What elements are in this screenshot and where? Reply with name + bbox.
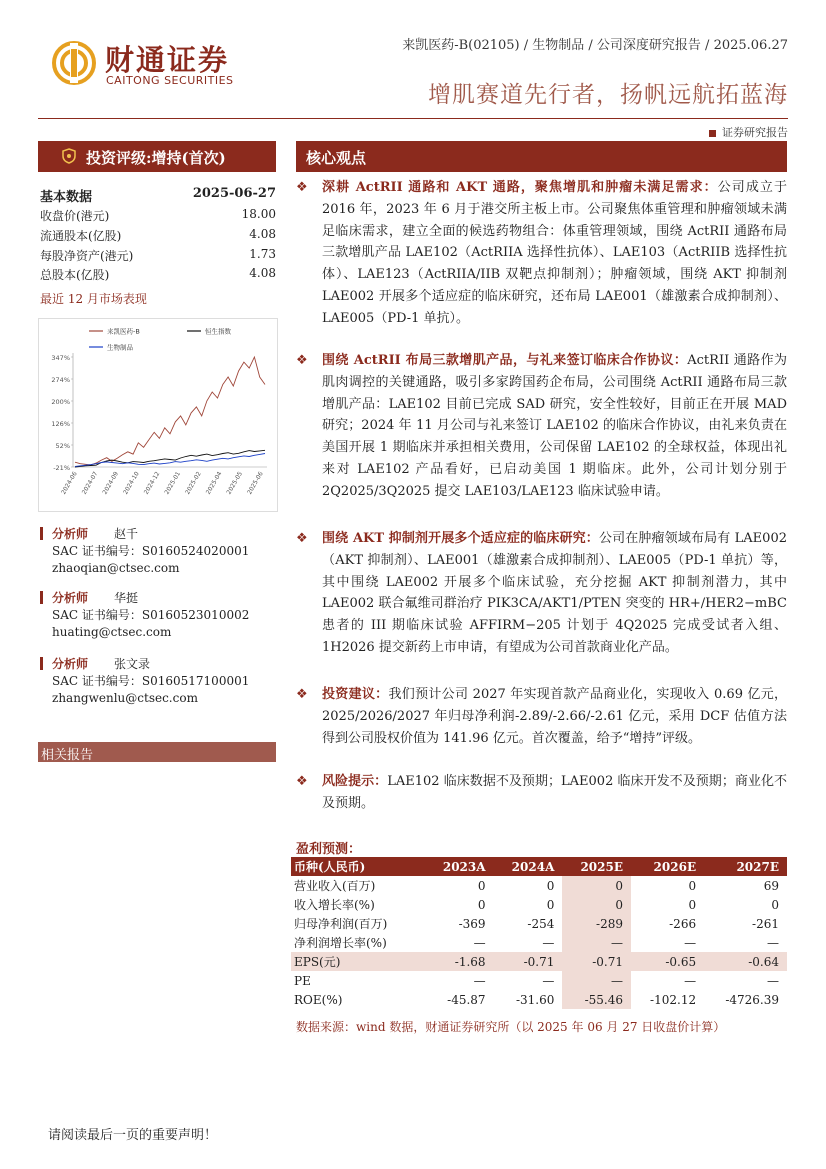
basic-data-key: 收盘价(港元) xyxy=(40,209,110,223)
table-cell: -369 xyxy=(458,916,486,931)
series-line xyxy=(75,357,265,465)
core-point-body: 公司在肿瘤领域布局有 LAE002（AKT 抑制剂）、LAE001（雄激素合成抑制剂）、LAE005（PD-1 单抗）等，其中围绕 LAE002 开展多个临床试验，充分挖掘 AKT 抑制剂潜力，其中 LAE002 联合氟维司群治疗 PIK3CA/AKT1/PTEN 突变的 HR+/HER2−mBC 患者的 III 期临床试验 AFFIRM−205 计划于 4Q2025 完成受试者入组、1H2026 提交新药上市申请，有望成为公司首款商业化产品。 xyxy=(322,531,787,655)
core-point-heading: 围绕 AKT 抑制剂开展多个适应症的临床研究： xyxy=(322,531,599,546)
rating-banner xyxy=(38,141,276,172)
basic-data-row xyxy=(40,227,276,244)
report-type-label: 证券研究报告 xyxy=(709,124,788,140)
table-cell: 69 xyxy=(763,878,779,893)
table-header-cell: 2023A xyxy=(425,857,494,876)
table-cell: -55.46 xyxy=(562,990,631,1009)
related-reports-header xyxy=(38,742,276,762)
analyst-role: 分析师 xyxy=(52,527,89,541)
table-cell: — xyxy=(542,973,555,988)
forecast-title: 盈利预测： xyxy=(296,842,362,857)
table-header-cell: 2026E xyxy=(631,857,704,876)
analyst-sac: SAC 证书编号：S0160523010002 xyxy=(52,608,250,622)
table-row xyxy=(291,990,787,1009)
footer-disclaimer: 请阅读最后一页的重要声明！ xyxy=(48,1128,218,1143)
table-cell: — xyxy=(767,935,779,950)
x-tick-label: 2024-09 xyxy=(101,470,121,496)
table-header-cell: 2024A xyxy=(494,857,563,876)
core-point xyxy=(296,684,787,749)
table-header-cell: 币种(人民币) xyxy=(291,857,425,876)
basic-data-row xyxy=(40,266,276,283)
core-point-body: 公司成立于 2016 年，2023 年 6 月于港交所主板上市。公司聚焦体重管理和肿瘤领域未满足临床需求，建立全面的候选药物组合：体重管理领域，围绕 ActRII 通路布局三款增肌产品 LAE102（ActRIIA 选择性抗体）、LAE103（ActRIIB 选择性抗体）、LAE123（ActRIIA/IIB 双靶点抑制剂）；肿瘤领域，围绕 AKT 抑制剂 LAE002 开展多个适应症的临床研究，还布局 LAE001（雄激素合成抑制剂）、LAE005（PD-1 单抗）。 xyxy=(322,180,787,326)
core-point-heading: 围绕 ActRII 布局三款增肌产品，与礼来签订临床合作协议： xyxy=(322,353,688,368)
table-cell: — xyxy=(562,971,631,990)
table-header-row xyxy=(291,857,787,876)
core-point xyxy=(296,771,787,815)
core-point xyxy=(296,528,787,659)
table-cell: -0.71 xyxy=(494,952,563,971)
table-cell: -254 xyxy=(527,916,555,931)
basic-data-date: 2025-06-27 xyxy=(192,186,276,201)
analyst-name: 华挺 xyxy=(114,591,139,605)
core-point-body: LAE102 临床数据不及预期；LAE002 临床开发不及预期；商业化不及预期。 xyxy=(322,774,787,811)
table-cell: 营业收入(百万) xyxy=(294,879,376,893)
table-cell: 收入增长率(%) xyxy=(294,898,375,912)
related-reports-label: 相关报告 xyxy=(41,748,94,763)
table-cell: -0.65 xyxy=(631,952,704,971)
market-performance-title: 最近 12 月市场表现 xyxy=(40,292,147,306)
basic-data-value: 18.00 xyxy=(241,207,276,221)
table-cell: -0.71 xyxy=(562,952,631,971)
rating-label: 投资评级:增持(首次) xyxy=(86,149,226,167)
x-tick-label: 2024-10 xyxy=(122,470,141,496)
table-cell: PE xyxy=(294,973,311,988)
series-line xyxy=(75,450,265,467)
core-point-heading: 投资建议： xyxy=(322,687,389,702)
shield-icon xyxy=(62,148,76,164)
basic-data-value: 1.73 xyxy=(249,247,276,261)
company-logo-icon xyxy=(52,41,96,85)
x-tick-label: 2025-05 xyxy=(225,470,245,496)
table-cell: -289 xyxy=(562,914,631,933)
table-header-cell: 2027E xyxy=(704,857,787,876)
logo-text-en: CAITONG SECURITIES xyxy=(106,74,234,87)
x-tick-label: 2024-12 xyxy=(142,470,162,496)
table-row xyxy=(291,895,787,914)
x-tick-label: 2025-01 xyxy=(163,470,183,496)
basic-data-title: 基本数据 xyxy=(40,190,93,205)
y-tick-label: 200% xyxy=(51,398,70,406)
table-cell: -102.12 xyxy=(650,992,697,1007)
table-cell: 0 xyxy=(771,897,779,912)
table-cell: — xyxy=(473,935,486,950)
chart-svg xyxy=(39,319,277,511)
table-cell: — xyxy=(473,973,486,988)
table-cell: -4726.39 xyxy=(725,992,779,1007)
table-cell: ROE(%) xyxy=(294,992,343,1007)
analyst-marker xyxy=(40,527,43,540)
core-point xyxy=(296,350,787,503)
x-tick-label: 2025-06 xyxy=(246,470,265,496)
table-cell: — xyxy=(542,935,555,950)
analyst-marker xyxy=(40,591,43,604)
core-point xyxy=(296,177,787,330)
table-header-cell: 2025E xyxy=(562,857,631,876)
y-tick-label: 52% xyxy=(55,442,70,450)
table-cell: — xyxy=(684,935,697,950)
header-divider xyxy=(38,118,788,119)
legend-label: 生物制品 xyxy=(107,343,133,352)
table-cell: -45.87 xyxy=(447,992,486,1007)
core-view-banner xyxy=(296,141,787,172)
analyst-sac: SAC 证书编号：S0160524020001 xyxy=(52,544,250,558)
table-cell: — xyxy=(684,973,697,988)
table-cell: -0.64 xyxy=(704,952,787,971)
core-point-heading: 风险提示： xyxy=(322,774,388,789)
table-cell: 0 xyxy=(562,895,631,914)
forecast-table xyxy=(291,857,787,1009)
analyst-role: 分析师 xyxy=(52,657,89,671)
x-tick-label: 2024-06 xyxy=(60,470,79,496)
table-cell: — xyxy=(767,973,779,988)
y-tick-label: 347% xyxy=(51,354,70,362)
diamond-bullet-icon: ❖ xyxy=(296,531,308,546)
analyst-name: 张文录 xyxy=(114,657,151,671)
diamond-bullet-icon: ❖ xyxy=(296,774,308,789)
basic-data-row xyxy=(40,207,276,224)
table-cell: 0 xyxy=(562,876,631,895)
y-tick-label: -21% xyxy=(53,464,70,472)
x-tick-label: 2025-02 xyxy=(184,470,203,496)
core-point-body: ActRII 通路作为肌肉调控的关键通路，吸引多家跨国药企布局，公司围绕 ActRII 通路布局三款增肌产品：LAE102 目前已完成 SAD 研究，安全性较好，目前正在开展 MAD 研究；2024 年 11 月公司与礼来签订 LAE102 的临床合作协议，由礼来负责在美国开展 1 期临床并承担相关费用，公司保留 LAE102 的全球权益，体现出礼来对 LAE102 产品看好，已启动美国 1 期临床。此外，公司计划分别于 2Q2025/3Q2025 提交 LAE103/LAE123 临床试验申请。 xyxy=(322,353,787,499)
analyst-sac: SAC 证书编号：S0160517100001 xyxy=(52,674,250,688)
table-cell: 0 xyxy=(546,897,555,912)
analyst-email[interactable]: zhangwenlu@ctsec.com xyxy=(52,691,198,705)
basic-data-value: 4.08 xyxy=(249,227,276,241)
table-row xyxy=(291,876,787,895)
analyst-role: 分析师 xyxy=(52,591,89,605)
table-cell: 归母净利润(百万) xyxy=(294,917,388,931)
table-cell: 0 xyxy=(688,897,697,912)
analyst-marker xyxy=(40,657,43,670)
basic-data-key: 流通股本(亿股) xyxy=(40,229,122,243)
core-point-heading: 深耕 ActRII 通路和 AKT 通路，聚焦增肌和肿瘤未满足需求： xyxy=(322,180,718,195)
report-title: 增肌赛道先行者，扬帆远航拓蓝海 xyxy=(428,82,788,108)
table-cell: EPS(元) xyxy=(291,952,425,971)
basic-data-key: 每股净资产(港元) xyxy=(40,249,134,263)
table-cell: 0 xyxy=(477,897,486,912)
core-point-body: 我们预计公司 2027 年实现首款产品商业化，实现收入 0.69 亿元，2025/2026/2027 年归母净利润-2.89/-2.66/-2.61 亿元，采用 DCF 估值方法得到公司股权价值为 141.96 亿元。首次覆盖，给予“增持”评级。 xyxy=(322,687,787,746)
table-cell: 0 xyxy=(477,878,486,893)
x-tick-label: 2024-07 xyxy=(80,470,100,496)
table-cell: 0 xyxy=(688,878,697,893)
legend-label: 来凯医药-B xyxy=(107,327,140,336)
x-tick-label: 2025-04 xyxy=(204,470,224,496)
basic-data-key: 总股本(亿股) xyxy=(40,268,110,282)
table-row xyxy=(291,933,787,952)
forecast-source-note: 数据来源：wind 数据，财通证券研究所（以 2025 年 06 月 27 日收盘价计算） xyxy=(296,1020,726,1034)
core-view-label: 核心观点 xyxy=(306,149,367,167)
diamond-bullet-icon: ❖ xyxy=(296,353,308,368)
diamond-bullet-icon: ❖ xyxy=(296,687,308,702)
table-row xyxy=(291,952,787,971)
basic-data-row xyxy=(40,247,276,264)
y-tick-label: 274% xyxy=(51,376,70,384)
table-row xyxy=(291,914,787,933)
table-cell: — xyxy=(562,933,631,952)
diamond-bullet-icon: ❖ xyxy=(296,180,308,195)
analyst-email[interactable]: huating@ctsec.com xyxy=(52,625,172,639)
table-cell: -261 xyxy=(752,916,779,931)
table-cell: -1.68 xyxy=(425,952,494,971)
logo-text-cn: 财通证券 xyxy=(105,43,230,77)
table-cell: 净利润增长率(%) xyxy=(294,936,387,950)
stock-performance-chart xyxy=(38,318,278,512)
legend-label: 恒生指数 xyxy=(205,327,231,336)
analyst-name: 赵千 xyxy=(114,527,139,541)
basic-data-value: 4.08 xyxy=(249,266,276,280)
table-row xyxy=(291,971,787,990)
header-meta: 来凯医药-B(02105) / 生物制品 / 公司深度研究报告 / 2025.06.27 xyxy=(402,38,788,53)
table-cell: 0 xyxy=(546,878,555,893)
y-tick-label: 126% xyxy=(51,420,70,428)
table-cell: -31.60 xyxy=(515,992,555,1007)
table-cell: -266 xyxy=(669,916,697,931)
analyst-email[interactable]: zhaoqian@ctsec.com xyxy=(52,561,180,575)
